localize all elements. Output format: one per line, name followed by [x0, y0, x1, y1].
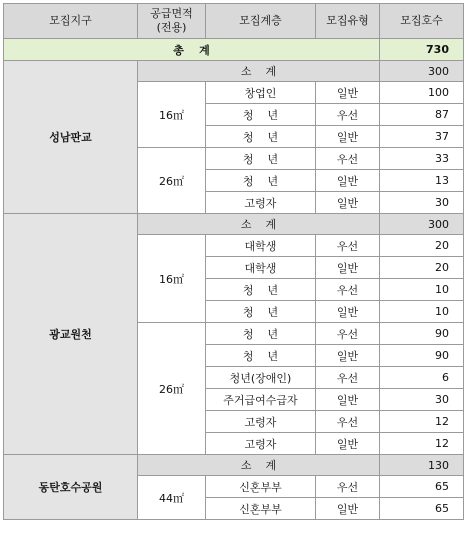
subtotal-label: 소 계	[138, 61, 380, 82]
type-cell: 일반	[316, 82, 380, 104]
district-name: 성남판교	[4, 61, 138, 214]
area-cell: 26㎡	[138, 148, 206, 214]
subtotal-value: 300	[380, 214, 464, 235]
category-cell: 청 년	[206, 323, 316, 345]
count-cell: 100	[380, 82, 464, 104]
count-cell: 65	[380, 498, 464, 520]
type-cell: 일반	[316, 257, 380, 279]
grand-total-label: 총 계	[4, 39, 380, 61]
count-cell: 65	[380, 476, 464, 498]
type-cell: 일반	[316, 498, 380, 520]
table-row	[4, 455, 464, 476]
category-cell: 신혼부부	[206, 498, 316, 520]
type-cell: 우선	[316, 104, 380, 126]
category-cell: 청 년	[206, 279, 316, 301]
count-cell: 20	[380, 235, 464, 257]
header-area: 공급면적 (전용)	[138, 4, 206, 39]
header-row	[4, 4, 464, 39]
subtotal-value: 300	[380, 61, 464, 82]
type-cell: 우선	[316, 235, 380, 257]
type-cell: 우선	[316, 279, 380, 301]
type-cell: 우선	[316, 367, 380, 389]
type-cell: 일반	[316, 389, 380, 411]
category-cell: 고령자	[206, 411, 316, 433]
count-cell: 10	[380, 301, 464, 323]
count-cell: 20	[380, 257, 464, 279]
category-cell: 창업인	[206, 82, 316, 104]
count-cell: 6	[380, 367, 464, 389]
count-cell: 90	[380, 323, 464, 345]
header-count: 모집호수	[380, 4, 464, 39]
type-cell: 일반	[316, 345, 380, 367]
category-cell: 청 년	[206, 170, 316, 192]
type-cell: 우선	[316, 476, 380, 498]
category-cell: 청 년	[206, 301, 316, 323]
category-cell: 청 년	[206, 104, 316, 126]
count-cell: 30	[380, 389, 464, 411]
category-cell: 대학생	[206, 257, 316, 279]
subtotal-label: 소 계	[138, 214, 380, 235]
category-cell: 고령자	[206, 192, 316, 214]
count-cell: 12	[380, 433, 464, 455]
area-cell: 16㎡	[138, 235, 206, 323]
district-name: 동탄호수공원	[4, 455, 138, 520]
count-cell: 33	[380, 148, 464, 170]
category-cell: 청년(장애인)	[206, 367, 316, 389]
count-cell: 30	[380, 192, 464, 214]
category-cell: 청 년	[206, 345, 316, 367]
count-cell: 12	[380, 411, 464, 433]
area-cell: 44㎡	[138, 476, 206, 520]
type-cell: 일반	[316, 301, 380, 323]
table-row	[4, 61, 464, 82]
count-cell: 87	[380, 104, 464, 126]
header-category: 모집계층	[206, 4, 316, 39]
category-cell: 대학생	[206, 235, 316, 257]
subtotal-label: 소 계	[138, 455, 380, 476]
count-cell: 90	[380, 345, 464, 367]
type-cell: 일반	[316, 433, 380, 455]
grand-total-row	[4, 39, 464, 61]
table-row	[4, 214, 464, 235]
header-type: 모집유형	[316, 4, 380, 39]
area-cell: 26㎡	[138, 323, 206, 455]
category-cell: 주거급여수급자	[206, 389, 316, 411]
type-cell: 우선	[316, 411, 380, 433]
district-name: 광교원천	[4, 214, 138, 455]
count-cell: 13	[380, 170, 464, 192]
subtotal-value: 130	[380, 455, 464, 476]
recruitment-table	[3, 3, 464, 520]
category-cell: 신혼부부	[206, 476, 316, 498]
grand-total-value: 730	[380, 39, 464, 61]
count-cell: 37	[380, 126, 464, 148]
header-district: 모집지구	[4, 4, 138, 39]
area-cell: 16㎡	[138, 82, 206, 148]
category-cell: 고령자	[206, 433, 316, 455]
category-cell: 청 년	[206, 126, 316, 148]
type-cell: 일반	[316, 126, 380, 148]
type-cell: 우선	[316, 148, 380, 170]
count-cell: 10	[380, 279, 464, 301]
type-cell: 일반	[316, 192, 380, 214]
type-cell: 일반	[316, 170, 380, 192]
type-cell: 우선	[316, 323, 380, 345]
category-cell: 청 년	[206, 148, 316, 170]
